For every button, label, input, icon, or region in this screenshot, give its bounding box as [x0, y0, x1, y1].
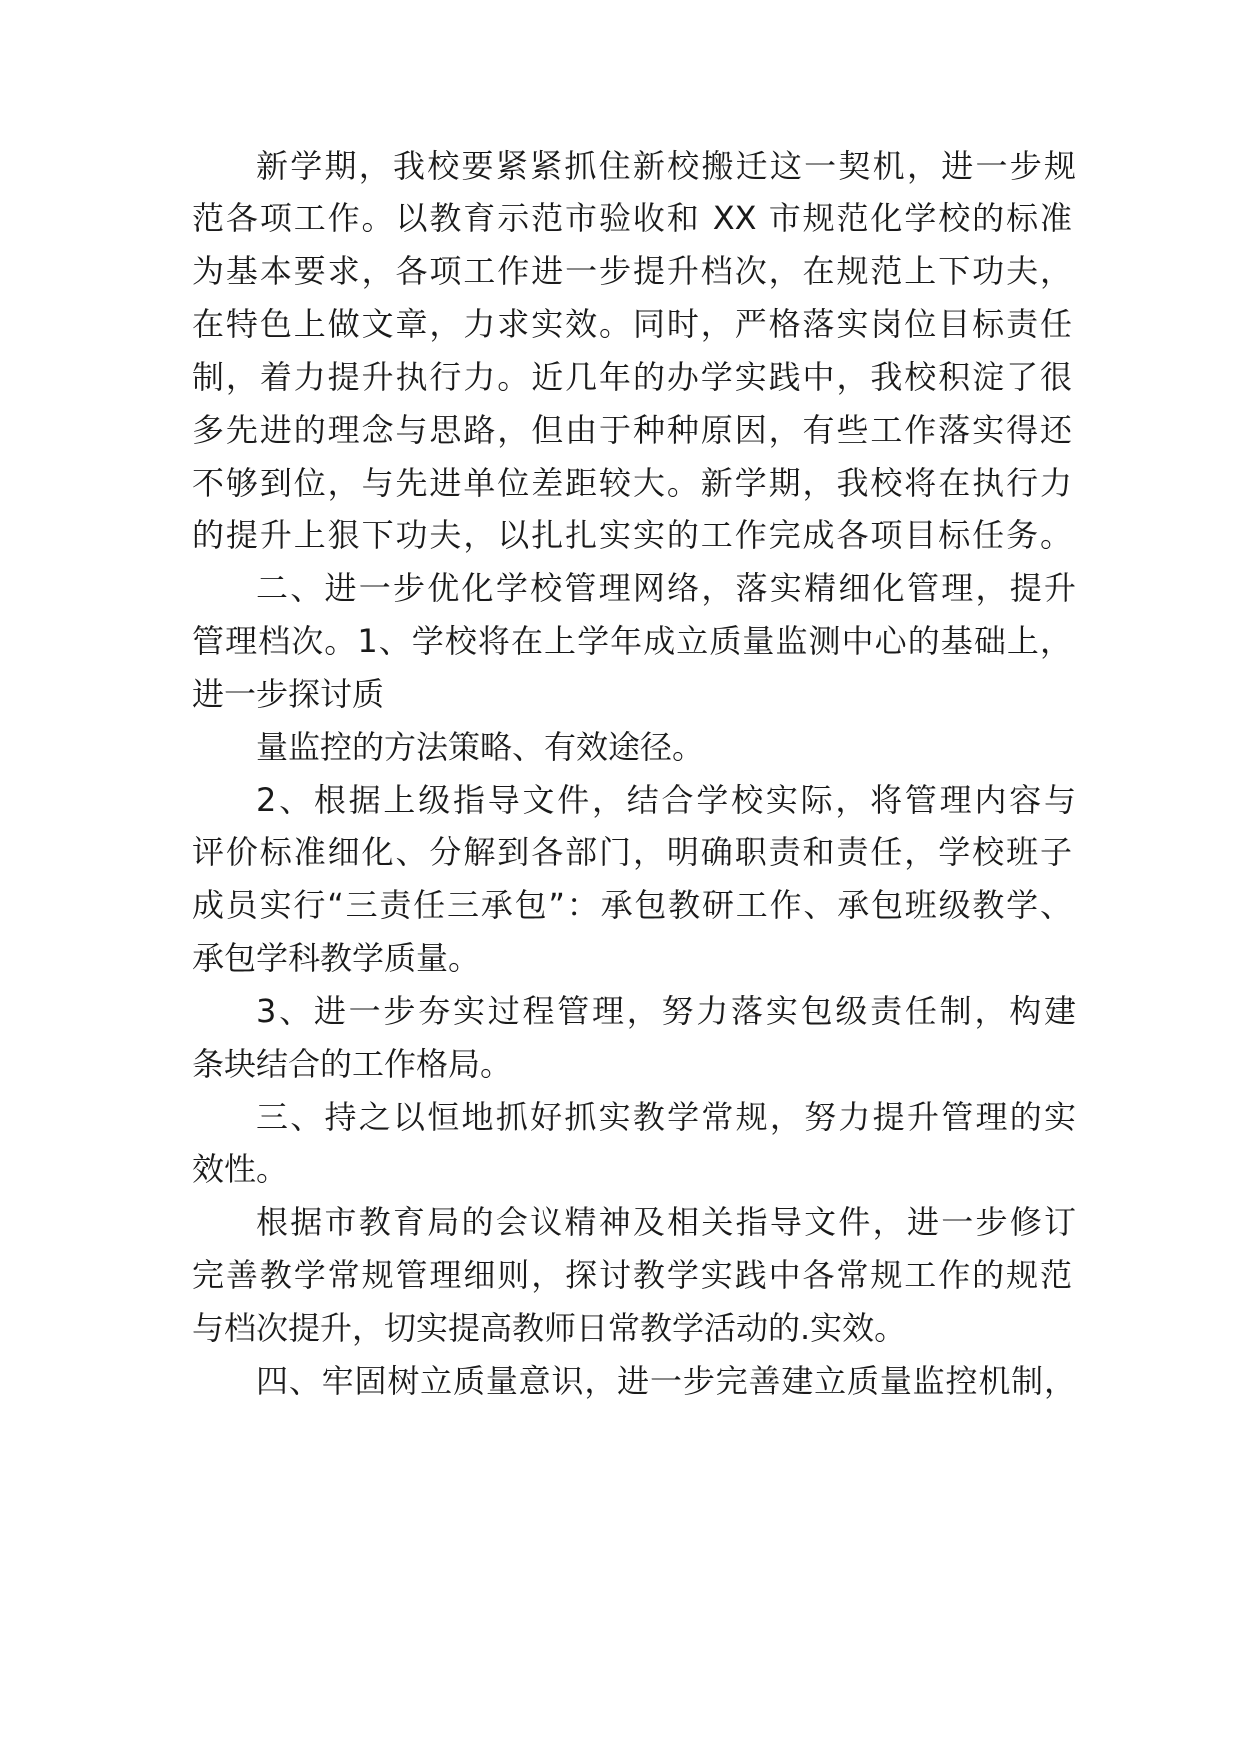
body-text-line: 管理档次。1、学校将在上学年成立质量监测中心的基础上，: [192, 622, 1072, 660]
body-text-line: 量监控的方法策略、有效途径。: [256, 728, 705, 766]
body-text-line: 3、进一步夯实过程管理，努力落实包级责任制，构建: [256, 992, 1076, 1030]
body-text-line: 与档次提升，切实提高教师日常教学活动的.实效。: [192, 1309, 907, 1347]
body-text-line: 不够到位，与先进单位差距较大。新学期，我校将在执行力: [192, 464, 1072, 502]
body-text-line: 四、牢固树立质量意识，进一步完善建立质量监控机制，: [256, 1362, 1076, 1400]
body-text-line: 成员实行“三责任三承包”：承包教研工作、承包班级教学、: [192, 886, 1072, 924]
body-text-line: 为基本要求，各项工作进一步提升档次，在规范上下功夫，: [192, 252, 1072, 290]
body-text-line: 根据市教育局的会议精神及相关指导文件，进一步修订: [256, 1203, 1076, 1241]
body-text-line: 的提升上狠下功夫，以扎扎实实的工作完成各项目标任务。: [192, 516, 1072, 554]
body-text-line: 范各项工作。以教育示范市验收和 XX 市规范化学校的标准: [192, 199, 1072, 237]
body-text-line: 三、持之以恒地抓好抓实教学常规，努力提升管理的实: [256, 1098, 1076, 1136]
body-text-line: 进一步探讨质: [192, 675, 385, 713]
body-text-line: 评价标准细化、分解到各部门，明确职责和责任，学校班子: [192, 833, 1072, 871]
body-text-line: 在特色上做文章，力求实效。同时，严格落实岗位目标责任: [192, 305, 1072, 343]
body-text-line: 二、进一步优化学校管理网络，落实精细化管理，提升: [256, 569, 1076, 607]
body-text-line: 完善教学常规管理细则，探讨教学实践中各常规工作的规范: [192, 1256, 1072, 1294]
body-text-line: 承包学科教学质量。: [192, 939, 481, 977]
body-text-line: 制，着力提升执行力。近几年的办学实践中，我校积淀了很: [192, 358, 1072, 396]
body-text-line: 效性。: [192, 1150, 289, 1188]
body-text-line: 条块结合的工作格局。: [192, 1045, 513, 1083]
body-text-line: 多先进的理念与思路，但由于种种原因，有些工作落实得还: [192, 411, 1072, 449]
body-text-line: 新学期，我校要紧紧抓住新校搬迁这一契机，进一步规: [256, 147, 1076, 185]
body-text-line: 2、根据上级指导文件，结合学校实际，将管理内容与: [256, 781, 1076, 819]
